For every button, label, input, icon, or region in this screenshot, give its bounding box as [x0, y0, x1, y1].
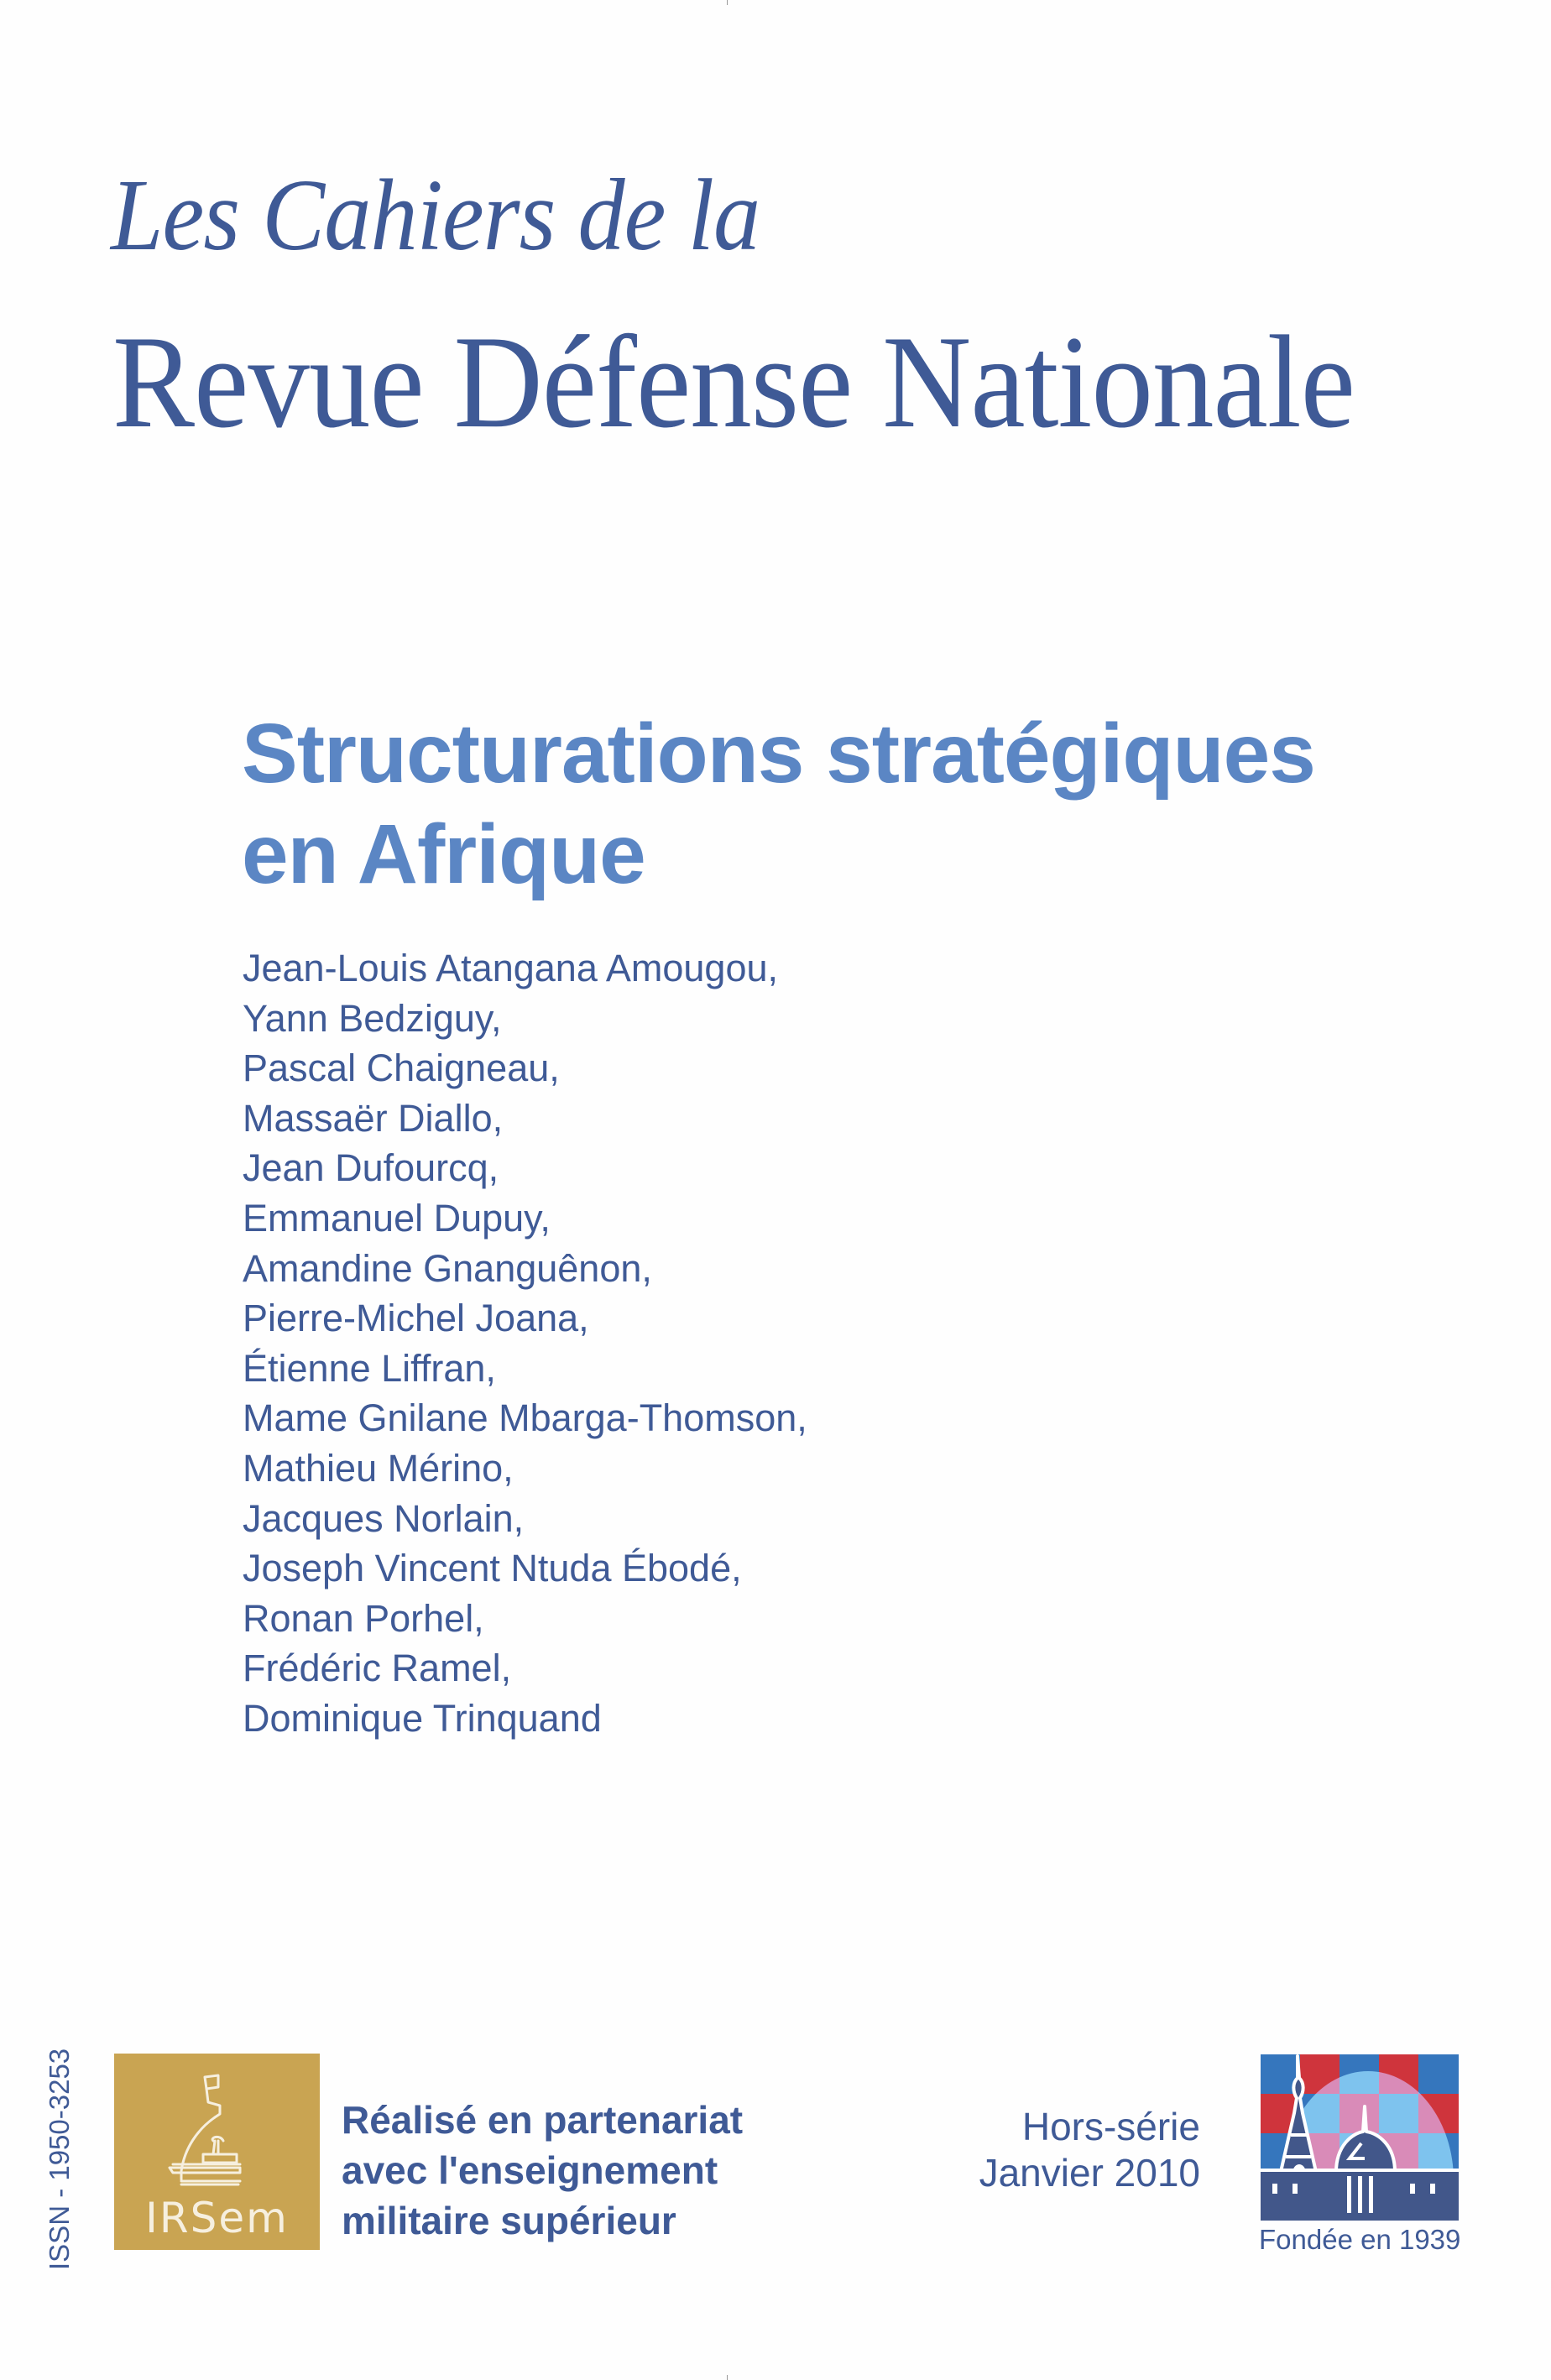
issue-type: Hors-série [1021, 2105, 1200, 2148]
rdn-logo [1261, 2054, 1459, 2221]
author-item: Jean-Louis Atangana Amougou, [243, 947, 778, 989]
partnership-line-1: Réalisé en partenariat [342, 2098, 744, 2142]
author-item: Yann Bedziguy, [243, 996, 502, 1040]
crop-mark-bottom [727, 2375, 728, 2380]
issue-info [979, 2104, 1200, 2196]
author-item: Mathieu Mérino, [243, 1446, 514, 1490]
author-item: Ronan Porhel, [243, 1596, 484, 1640]
rdn-founded-year: Fondée en 1939 [1259, 2224, 1461, 2255]
author-item: Pascal Chaigneau, [243, 1046, 560, 1090]
partnership-line-2: avec l'enseignement [342, 2148, 718, 2192]
author-list [243, 943, 807, 1744]
partnership-line-3: militaire supérieur [342, 2199, 676, 2242]
issue-title [242, 703, 1315, 905]
masthead-title: Revue Défense Nationale [112, 309, 1355, 456]
issue-title-line-1: Structurations stratégiques [242, 707, 1315, 801]
author-item: Joseph Vincent Ntuda Ébodé, [243, 1547, 742, 1590]
irsem-logo [114, 2054, 320, 2250]
issue-date: Janvier 2010 [979, 2151, 1200, 2195]
partnership-statement [342, 2095, 743, 2246]
author-item: Frédéric Ramel, [243, 1647, 512, 1690]
masthead-supertitle: Les Cahiers de la [111, 159, 760, 272]
author-item: Jean Dufourcq, [243, 1146, 499, 1190]
author-item: Massaër Diallo, [243, 1096, 504, 1140]
author-item: Étienne Liffran, [243, 1346, 496, 1390]
author-item: Mame Gnilane Mbarga-Thomson, [243, 1396, 807, 1440]
author-item: Dominique Trinquand [243, 1696, 602, 1740]
rdn-eiffel-invalides-icon [1261, 2054, 1459, 2221]
author-item: Amandine Gnanguênon, [243, 1246, 652, 1290]
author-item: Pierre-Michel Joana, [243, 1297, 589, 1340]
author-item: Jacques Norlain, [243, 1496, 525, 1540]
issue-title-line-2: en Afrique [242, 807, 645, 901]
issn-number: ISSN - 1950-3253 [44, 2048, 75, 2270]
irsem-wordmark: IRSem [145, 2194, 289, 2242]
crop-mark-top [727, 0, 728, 5]
author-item: Emmanuel Dupuy, [243, 1196, 551, 1240]
